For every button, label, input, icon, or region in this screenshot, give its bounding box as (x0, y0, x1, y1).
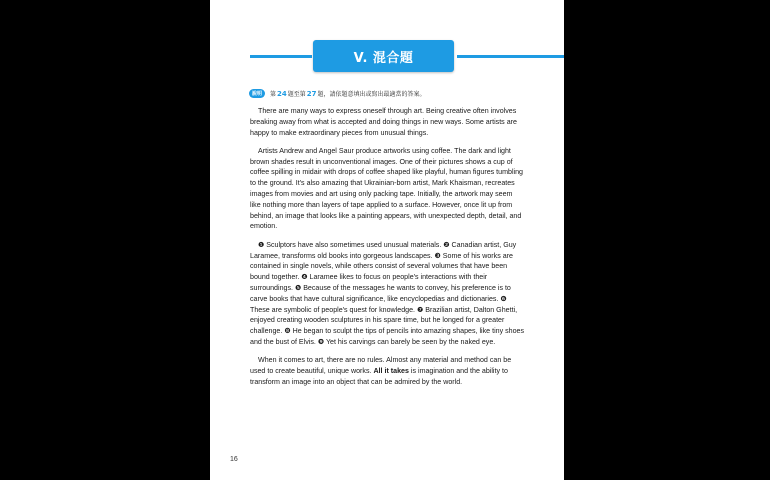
paragraph-4-start: When it comes to art, there are no rules. Almost any material and method can be used to create beautiful, unique works. (250, 356, 512, 376)
sentence-7-marker: ❼ (416, 305, 424, 314)
sentence-5-marker: ❺ (294, 283, 302, 292)
book-page (210, 0, 564, 480)
paragraph-4-end: is imagination and the ability to transform an image into an object that can be admired by the world. (250, 367, 508, 386)
highlight-phrase: All it takes (373, 367, 409, 376)
instruction-line (249, 89, 426, 98)
sentence-5: Because of the messages he wants to convey, his preference is to carve books that have cultural significance, like encyclopedias and dictionaries. (250, 283, 511, 303)
paragraph-2: Artists Andrew and Angel Saur produce artworks using coffee. The dark and light brown shades result in unconventional images. One of their pictures shows a cup of coffee spilling in midair with drops of coffee shaped like playful, human figures tumbling to the ground. It's also amazing that Ukrainian-born artist, Mark Khaisman, recreates images from movies and art using only packing tape. Initially, the artwork may seem like nothing more than layers of tape applied to a surface. However, once lit up from behind, an image that looks like a painting appears, with unexpected depth, detail, and emotion. (250, 146, 523, 231)
sentence-2-marker: ❷ (443, 240, 450, 249)
sentence-4-marker: ❹ (301, 273, 308, 282)
instruction-prefix: 第 (270, 91, 277, 98)
paragraph-1: There are many ways to express oneself through art. Being creative often involves breaking away from what is accepted and doing things in new ways. Some artists are happy to make extraordinary pieces from unusual things. (250, 107, 517, 137)
paragraph-3 (250, 240, 525, 348)
sentence-8-marker: ❽ (284, 327, 291, 336)
sentence-1: Sculptors have also sometimes used unusual materials. (264, 240, 444, 249)
passage (250, 106, 525, 395)
sentence-1-marker: ❶ (258, 240, 265, 249)
instruction-middle: 題至第 (287, 91, 306, 98)
sentence-3-marker: ❸ (434, 251, 441, 260)
section-title: V. 混合題 (313, 40, 454, 72)
paragraph-4 (250, 355, 525, 387)
header-rule-right (457, 55, 564, 58)
sentence-7: Brazilian artist, Dalton Ghetti, enjoyed creating wooden sculptures in his spare time, but he longed for a greater challenge. (250, 305, 518, 336)
sentence-8: He began to sculpt the tips of pencils into amazing shapes, like tiny shoes and the bust of Elvis. (250, 327, 525, 346)
question-to: 27 (306, 89, 317, 98)
sentence-6-marker: ❻ (500, 294, 507, 303)
sentence-6: These are symbolic of people's quest for knowledge. (250, 305, 417, 314)
sentence-3: Some of his works are contained in single novels, while others consist of several volumes that have been bound together. (250, 251, 513, 282)
question-from: 24 (277, 89, 287, 98)
page-number: 16 (230, 456, 238, 463)
sentence-4: Laramee likes to focus on people's interactions with their surroundings. (250, 273, 488, 292)
sentence-9: Yet his carvings can barely be seen by the naked eye. (324, 337, 496, 346)
instruction-suffix: 題，請依題意填出或寫出最適當的答案。 (317, 91, 426, 98)
sentence-2: Canadian artist, Guy Laramee, transforms old books into gorgeous landscapes. (250, 240, 517, 260)
instruction-badge: 說明 (249, 89, 265, 98)
header-rule-left (250, 55, 312, 58)
sentence-9-marker: ❾ (317, 337, 325, 346)
